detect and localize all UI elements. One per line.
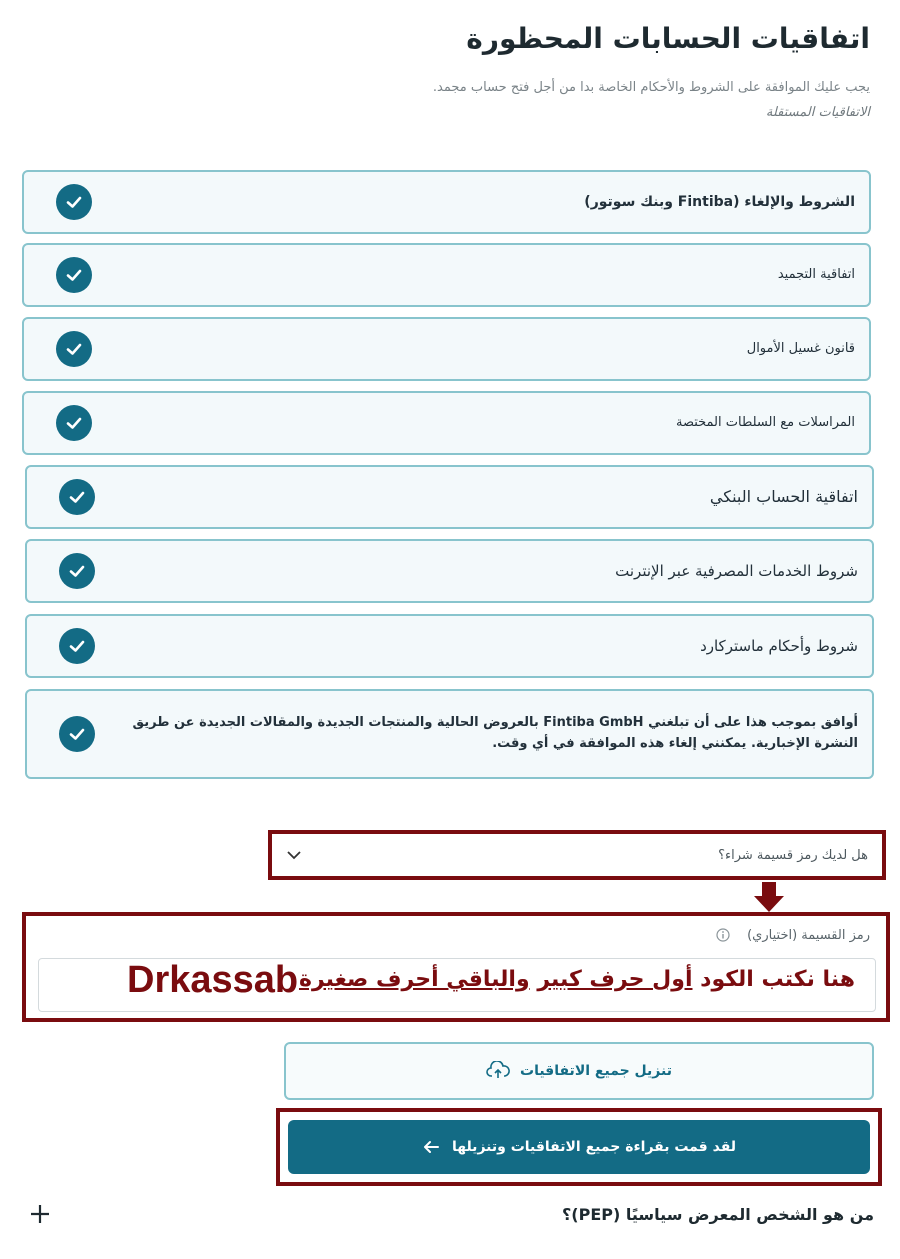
check-icon[interactable] [59, 716, 95, 752]
info-icon[interactable] [716, 928, 730, 942]
agreement-item-online-banking[interactable] [25, 539, 874, 603]
coupon-label: رمز القسيمة (اختياري) [747, 928, 870, 943]
page-title: اتفاقيات الحسابات المحظورة [466, 22, 870, 55]
agreement-item-money-laundering[interactable] [22, 317, 871, 381]
check-icon[interactable] [59, 479, 95, 515]
submit-label: لقد قمت بقراءة جميع الاتفاقيات وتنزيلها [451, 1139, 737, 1155]
faq-pep-question[interactable]: من هو الشخص المعرض سياسيًا (PEP)؟ [562, 1205, 874, 1224]
download-all-label: تنزيل جميع الاتفاقيات [520, 1063, 672, 1079]
agreement-item-bank-account[interactable] [25, 465, 874, 529]
chevron-down-icon[interactable] [286, 848, 302, 862]
check-icon[interactable] [56, 184, 92, 220]
submit-agreements-button[interactable] [288, 1120, 870, 1174]
check-icon[interactable] [56, 257, 92, 293]
annotation-part2: أول حرف كبير [537, 967, 693, 992]
agreement-label: قانون غسيل الأموال [746, 340, 855, 356]
section-label: الاتفاقيات المستقلة [765, 105, 870, 120]
download-all-button[interactable] [284, 1042, 874, 1100]
agreement-label: شروط وأحكام ماستركارد [700, 637, 858, 655]
agreement-item-authorities[interactable] [22, 391, 871, 455]
agreement-item-blocking[interactable] [22, 243, 871, 307]
agreement-item-mastercard[interactable] [25, 614, 874, 678]
promo-question-label: هل لديك رمز قسيمة شراء؟ [718, 848, 868, 863]
coupon-code-input[interactable] [38, 958, 876, 1012]
promo-code-toggle[interactable] [268, 830, 886, 880]
page-subtitle: يجب عليك الموافقة على الشروط والأحكام الخاصة بدا من أجل فتح حساب مجمد. [432, 80, 870, 95]
arrow-left-icon [422, 1140, 440, 1154]
annotation-part3: والباقي أحرف صغيرة [298, 967, 530, 992]
check-icon[interactable] [59, 553, 95, 589]
coupon-section [22, 912, 890, 1022]
agreement-label: اتفاقية الحساب البنكي [709, 487, 858, 507]
agreement-label: الشروط والإلغاء (Fintiba وبنك سوتور) [584, 193, 855, 210]
check-icon[interactable] [59, 628, 95, 664]
check-icon[interactable] [56, 405, 92, 441]
arrow-down-icon [752, 880, 786, 914]
agreement-label: أوافق بموجب هذا على أن تبلغني Fintiba GmbH بالعروض الحالية والمنتجات الجديدة والمقالات الجديدة عن طريق النشرة الإخبارية. يمكنني إلغاء هذه الموافقة في أي وقت. [132, 715, 858, 751]
plus-icon[interactable] [28, 1202, 52, 1226]
agreement-item-terms[interactable] [22, 170, 871, 234]
agreement-label: اتفاقية التجميد [777, 266, 855, 282]
upload-icon [486, 1061, 510, 1081]
agreement-item-newsletter[interactable] [25, 689, 874, 779]
agreement-label: المراسلات مع السلطات المختصة [675, 414, 855, 430]
agreement-label: شروط الخدمات المصرفية عبر الإنترنت [615, 562, 858, 580]
annotation-code: Drkassab [127, 959, 299, 1001]
annotation-part1: هنا نكتب الكود [700, 967, 855, 992]
annotation-instruction [299, 967, 855, 992]
submit-annotation-frame [276, 1108, 882, 1186]
check-icon[interactable] [56, 331, 92, 367]
